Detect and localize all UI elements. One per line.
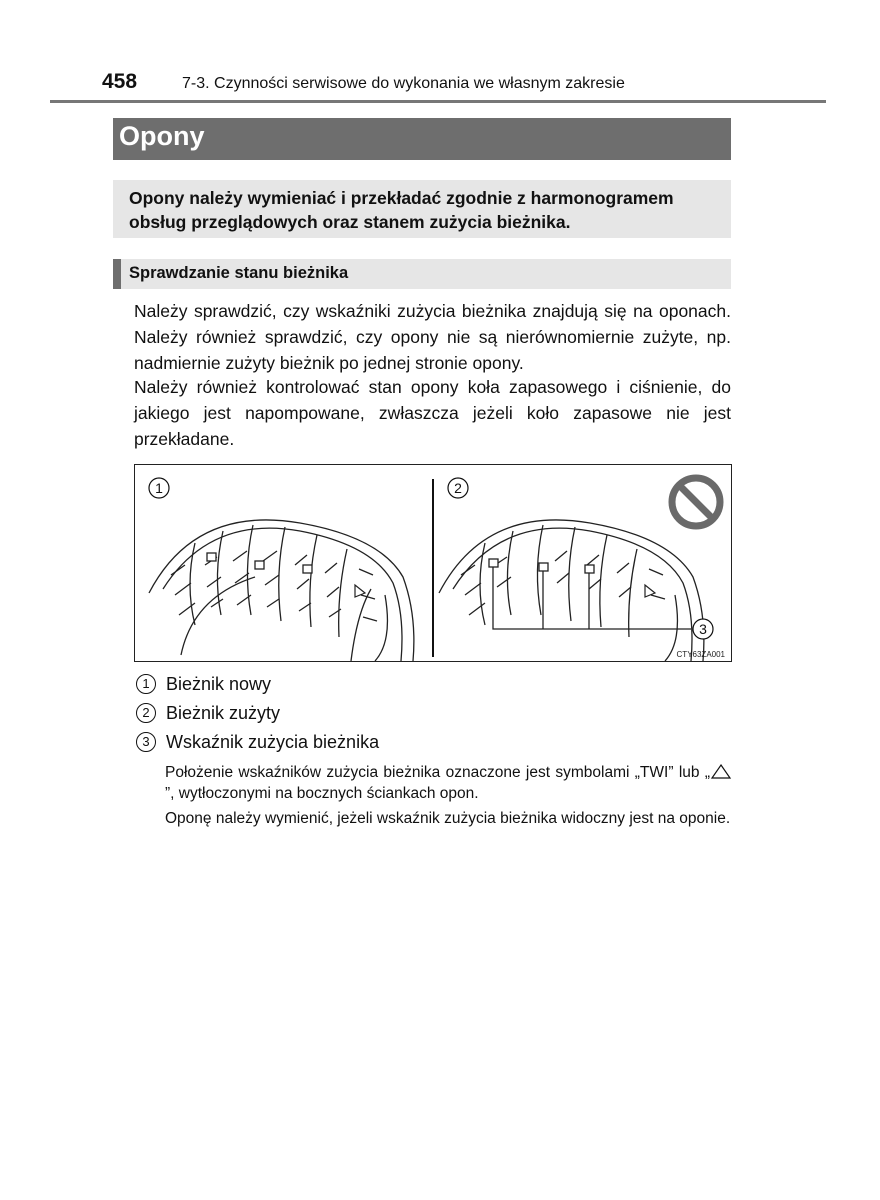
- figure-code: CTY63ZA001: [676, 650, 725, 659]
- label-3-marker: [693, 619, 713, 639]
- section-header: 7-3. Czynności serwisowe do wykonania we własnym zakresie: [182, 75, 625, 92]
- legend-text: Bieżnik zużyty: [166, 703, 281, 723]
- legend-text: Wskaźnik zużycia bieżnika: [166, 732, 380, 752]
- summary-box: [113, 180, 731, 238]
- legend-number: 3: [136, 732, 156, 752]
- legend-item-wear-indicator: [136, 732, 379, 753]
- summary-text: Opony należy wymieniać i przekładać zgodnie z harmonogramem obsług przeglądowych oraz stanem zużycia bieżnika.: [129, 188, 674, 232]
- svg-text:1: 1: [155, 480, 163, 496]
- note-twi: [165, 762, 732, 804]
- legend-item-worn-tread: [136, 703, 280, 724]
- paragraph-2: Należy również kontrolować stan opony koła zapasowego i ciśnienie, do jakiego jest napompowane, zwłaszcza jeżeli koło zapasowe nie jest przekładane.: [134, 377, 731, 449]
- legend-item-new-tread: [136, 674, 271, 695]
- label-2-marker: [448, 478, 468, 498]
- page-number: 458: [102, 70, 138, 93]
- title-bar: [113, 118, 731, 160]
- header-rule: [50, 100, 826, 103]
- legend-number: 1: [136, 674, 156, 694]
- subsection-title: Sprawdzanie stanu bieżnika: [129, 264, 349, 282]
- note-twi-text-start: Położenie wskaźników zużycia bieżnika oznaczone jest symbolami „TWI” lub „: [165, 764, 710, 781]
- triangle-icon: [710, 763, 732, 780]
- no-entry-icon: [672, 478, 720, 526]
- worn-tread-tire: [439, 520, 704, 661]
- tire-figure: [134, 464, 732, 662]
- legend-number: 2: [136, 703, 156, 723]
- subsection-marker: [113, 259, 121, 289]
- note-replace: Oponę należy wymienić, jeżeli wskaźnik zużycia bieżnika widoczny jest na oponie.: [165, 810, 731, 827]
- paragraph-1: Należy sprawdzić, czy wskaźniki zużycia bieżnika znajdują się na oponach. Należy również sprawdzić, czy opony nie są nierównomiernie zużyte, np. nadmiernie zużyty bieżnik po jednej stronie opony.: [134, 301, 731, 373]
- label-1-marker: [149, 478, 169, 498]
- svg-text:2: 2: [454, 480, 462, 496]
- svg-text:3: 3: [699, 621, 707, 637]
- note-twi-text-end: ”, wytłoczonymi na bocznych ściankach opon.: [165, 785, 479, 802]
- page-title: Opony: [119, 121, 205, 151]
- legend-text: Bieżnik nowy: [166, 674, 272, 694]
- tire-illustration: [135, 465, 731, 661]
- subsection-bar: [113, 259, 731, 289]
- new-tread-tire: [149, 520, 414, 661]
